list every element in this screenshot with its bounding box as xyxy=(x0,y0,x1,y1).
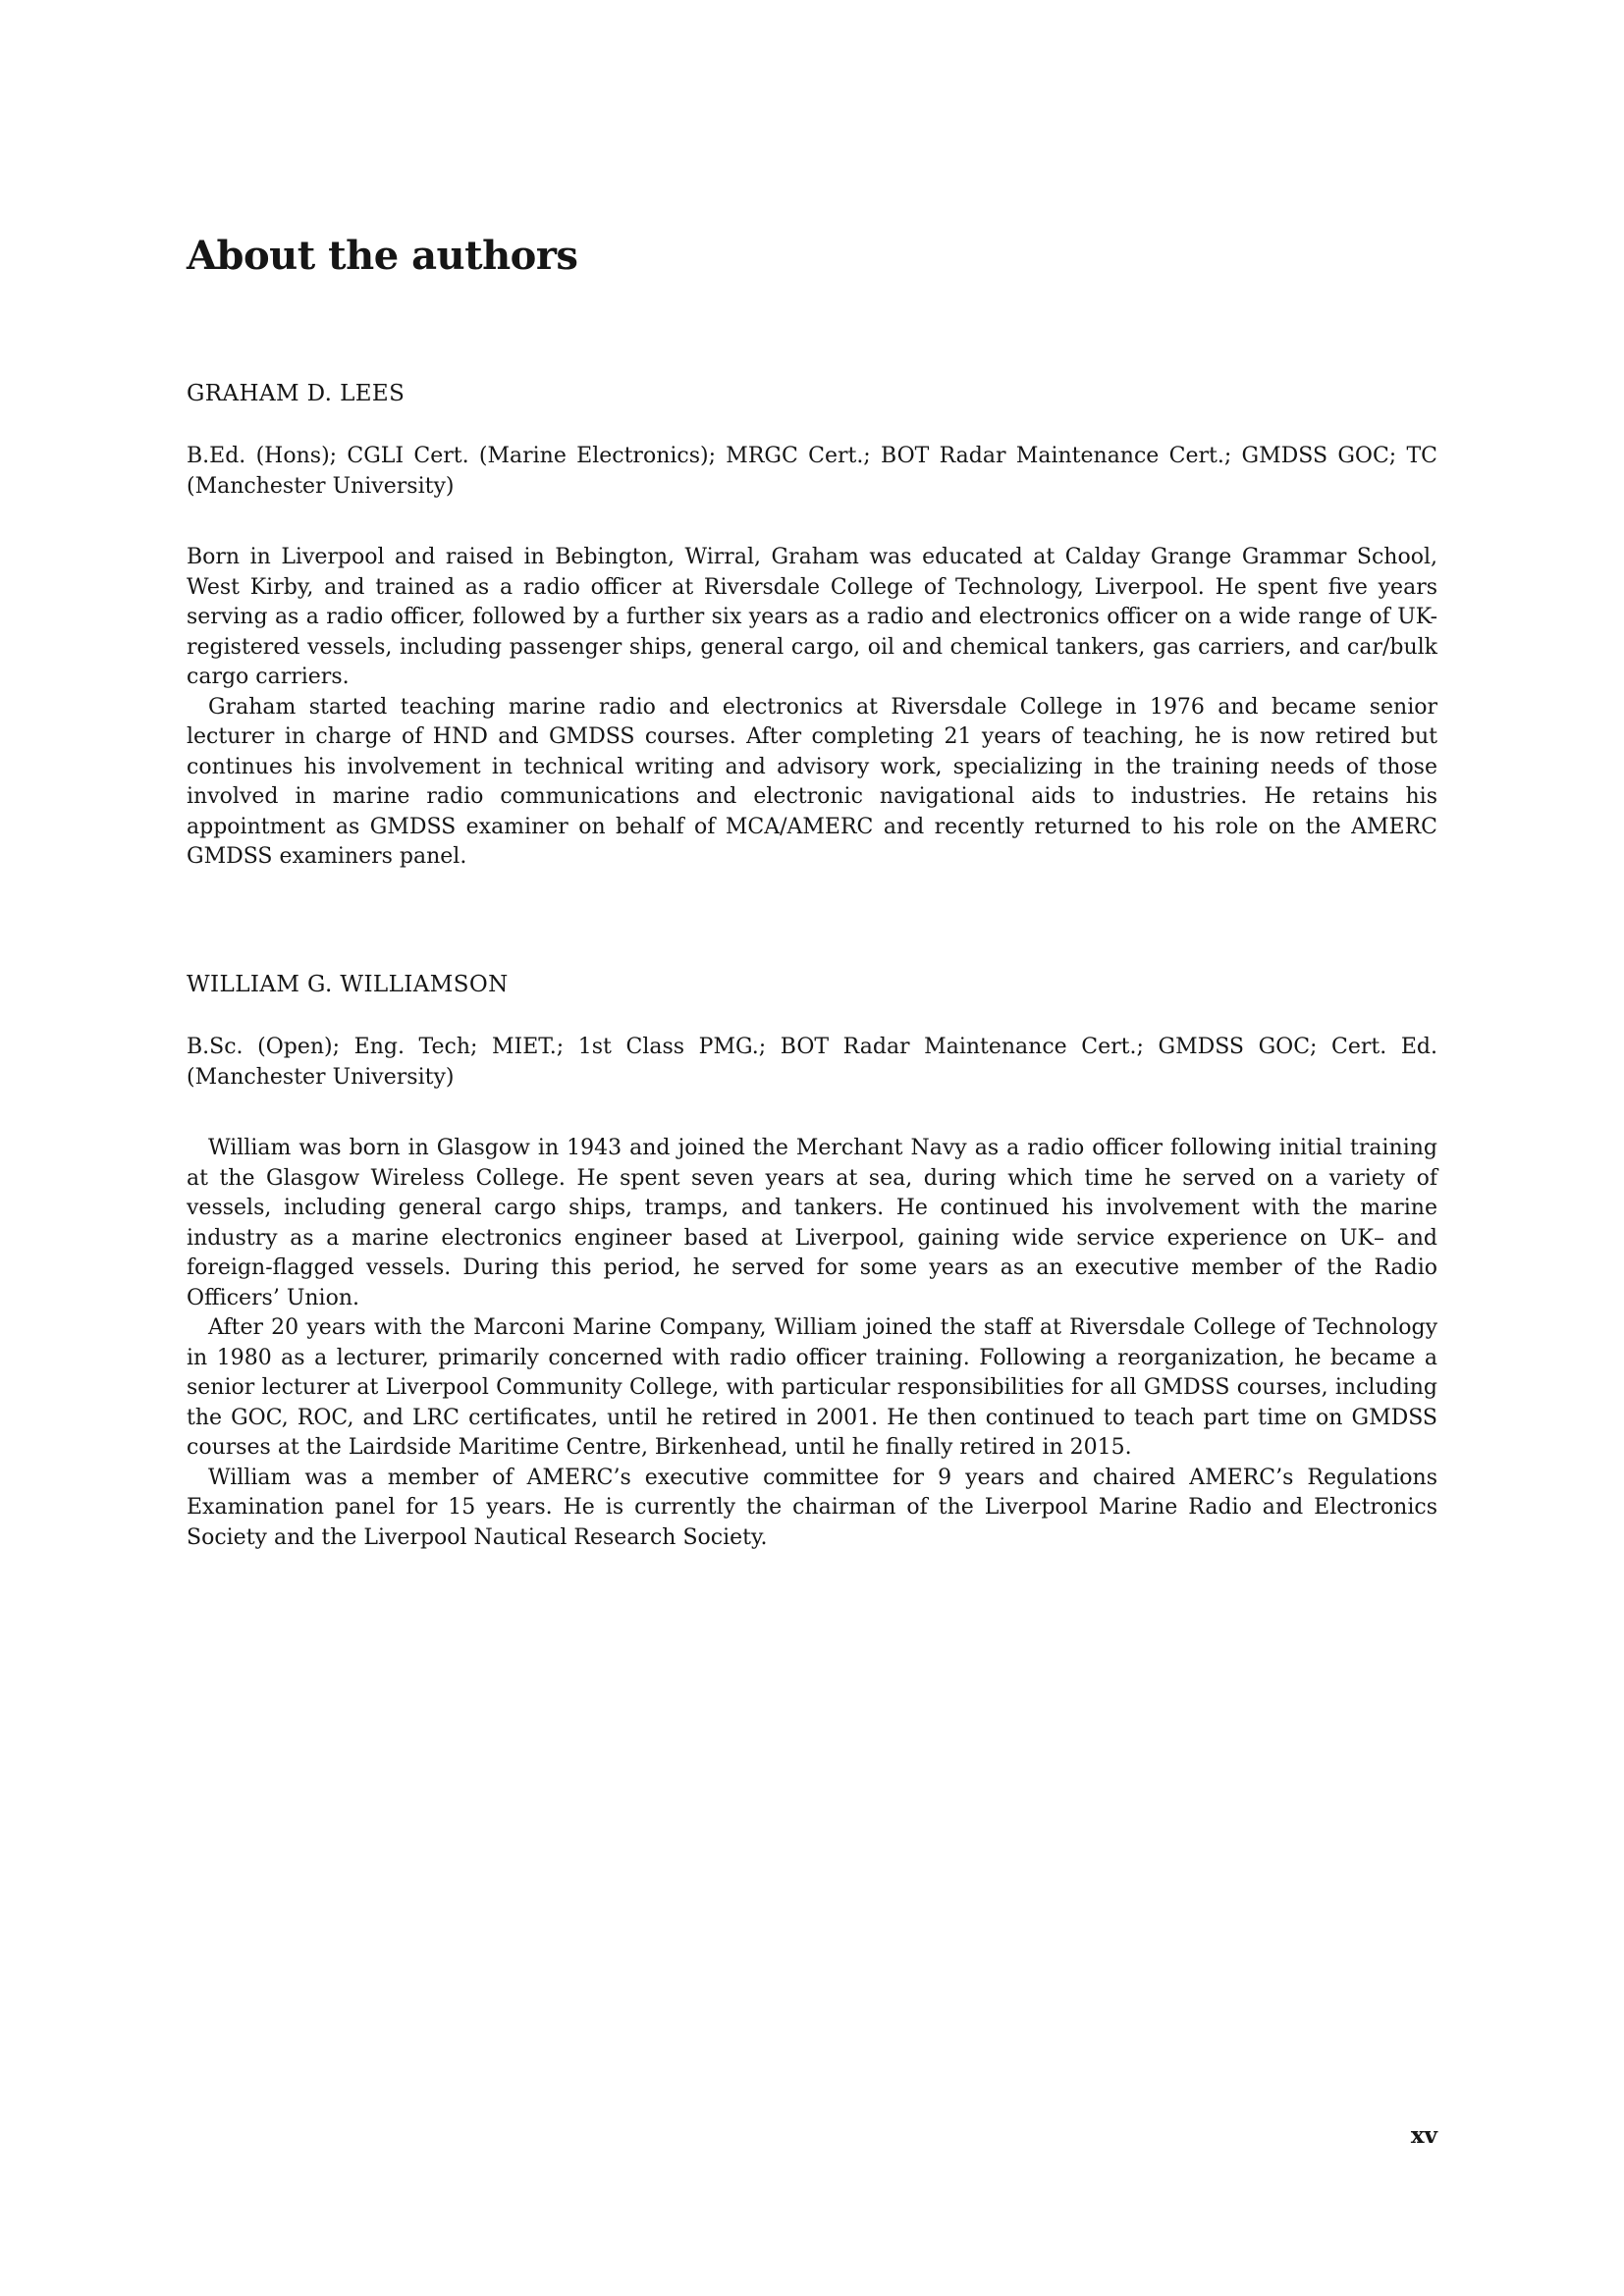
bio-paragraph: Born in Liverpool and raised in Bebington, Wirral, Graham was educated at Calday Grange Grammar School, West Kirby, and trained as a radio officer at Riversdale College of Technology, Liverpool. He spent five years serving as a radio officer, followed by a further six years as a radio and electronics officer on a wide range of UK-registered vessels, including passenger ships, general cargo, oil and chemical tankers, gas carriers, and car/bulk cargo carriers. xyxy=(187,545,1437,689)
author-name: WILLIAM G. WILLIAMSON xyxy=(187,972,509,997)
author-bio xyxy=(187,543,1437,873)
bio-paragraph: After 20 years with the Marconi Marine Company, William joined the staff at Riversdale College of Technology in 1980 as a lecturer, primarily concerned with radio officer training. Following a reorganization, he became a senior lecturer at Liverpool Community College, with particular responsibilities for all GMDSS courses, including the GOC, ROC, and LRC certificates, until he retired in 2001. He then continued to teach part time on GMDSS courses at the Lairdside Maritime Centre, Birkenhead, until he finally retired in 2015. xyxy=(187,1315,1437,1460)
page-number: xv xyxy=(1410,2122,1437,2149)
bio-paragraph: Graham started teaching marine radio and electronics at Riversdale College in 1976 and became senior lecturer in charge of HND and GMDSS courses. After completing 21 years of teaching, he is now retired but continues his involvement in technical writing and advisory work, specializing in the training needs of those involved in marine radio communications and electronic navigational aids to industries. He retains his appointment as GMDSS examiner on behalf of MCA/AMERC and recently returned to his role on the AMERC GMDSS examiners panel. xyxy=(187,694,1437,869)
author-name: GRAHAM D. LEES xyxy=(187,381,406,406)
author-credentials: B.Ed. (Hons); CGLI Cert. (Marine Electronics); MRGC Cert.; BOT Radar Maintenance Cert.; GMDSS GOC; TC (Manchester University) xyxy=(187,444,1437,499)
bio-paragraph: William was a member of AMERC’s executive committee for 9 years and chaired AMERC’s Regulations Examination panel for 15 years. He is currently the chairman of the Liverpool Marine Radio and Electronics Society and the Liverpool Nautical Research Society. xyxy=(187,1465,1437,1550)
author-credentials: B.Sc. (Open); Eng. Tech; MIET.; 1st Class PMG.; BOT Radar Maintenance Cert.; GMDSS GOC; Cert. Ed. (Manchester University) xyxy=(187,1035,1437,1090)
bio-paragraph: William was born in Glasgow in 1943 and joined the Merchant Navy as a radio officer following initial training at the Glasgow Wireless College. He spent seven years at sea, during which time he served on a variety of vessels, including general cargo ships, tramps, and tankers. He continued his involvement with the marine industry as a marine electronics engineer based at Liverpool, gaining wide service experience on UK– and foreign-flagged vessels. During this period, he served for some years as an executive member of the Radio Officers’ Union. xyxy=(187,1136,1437,1310)
page-title: About the authors xyxy=(187,232,578,279)
author-section-william-williamson xyxy=(187,970,1437,1553)
author-bio xyxy=(187,1134,1437,1553)
author-section-graham-lees xyxy=(187,379,1437,873)
